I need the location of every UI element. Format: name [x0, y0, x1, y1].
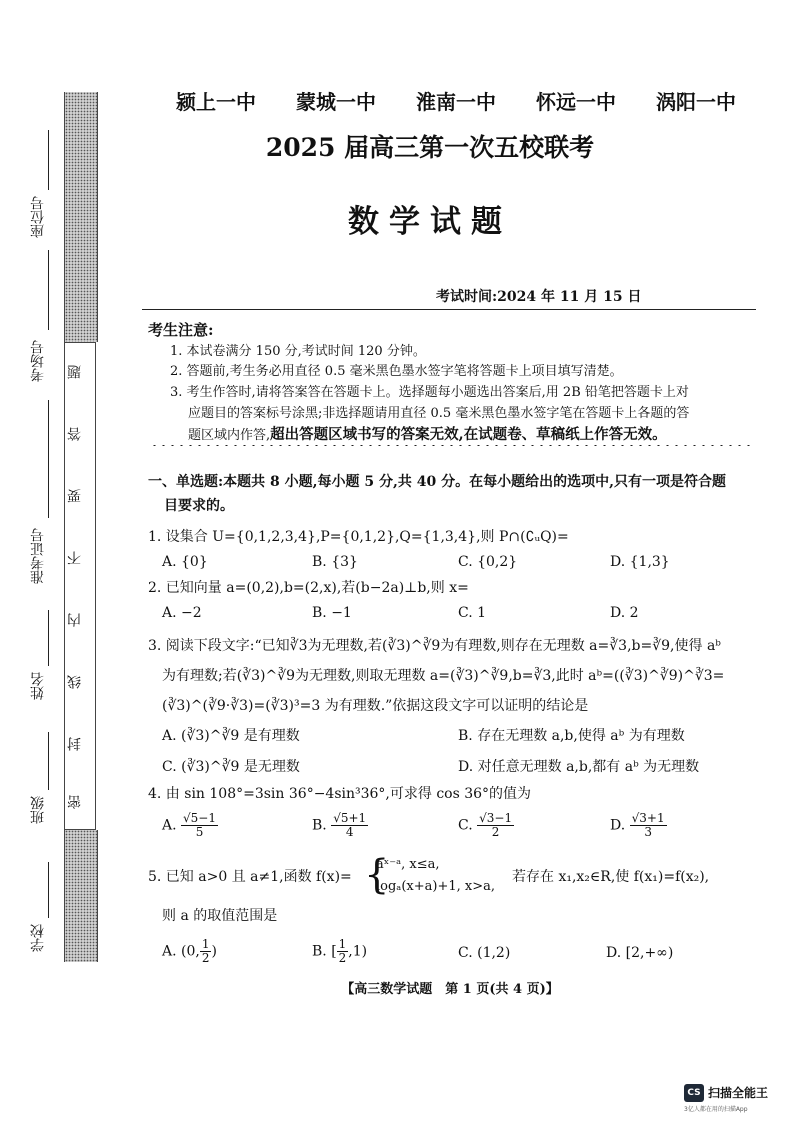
q2-stem: 2. 已知向量 a=(0,2),b=(2,x),若(b−2a)⊥b,则 x=	[148, 580, 469, 596]
fraction	[181, 812, 218, 839]
numerator: 1	[338, 937, 347, 951]
q5-line2: 则 a 的取值范围是	[162, 908, 278, 924]
q5-case2: logₐ(x+a)+1, x>a,	[376, 879, 495, 894]
fraction	[630, 812, 667, 839]
denominator: 2	[201, 951, 210, 965]
q3-option-b: B. 存在无理数 a,b,使得 aᵇ 为有理数	[458, 728, 685, 744]
q1-option-d: D. {1,3}	[610, 554, 670, 570]
q3-option-c: C. (∛3)^∛9 是无理数	[162, 759, 300, 775]
q5-brace-icon: {	[364, 852, 390, 898]
q2-option-a: A. −2	[162, 605, 202, 621]
denominator: 2	[491, 825, 500, 839]
option-suffix: )	[211, 943, 217, 960]
q3-option-d: D. 对任意无理数 a,b,都有 aᵇ 为无理数	[458, 759, 700, 775]
notice-text: 题区域内作答,	[188, 428, 271, 443]
q3-line3: (∛3)^(∛9·∛3)=(∛3)³=3 为有理数.”依据这段文字可以证明的结论是	[162, 698, 589, 714]
scanner-watermark	[684, 1082, 788, 1116]
seal-char: 密	[67, 795, 83, 809]
numerator: √3+1	[631, 811, 665, 825]
ticket-number-label: 准考证号	[30, 528, 46, 584]
seal-char: 不	[67, 551, 83, 565]
name-line	[48, 610, 49, 666]
q1-option-b: B. {3}	[312, 554, 358, 570]
numerator: √5+1	[333, 811, 367, 825]
numerator: √5−1	[183, 811, 216, 825]
option-prefix: B. [	[312, 943, 337, 960]
subject-title: 数学试题	[348, 204, 512, 240]
fraction	[337, 938, 349, 965]
header-rule	[142, 309, 756, 310]
school-name: 涡阳一中	[656, 90, 736, 114]
exam-room-label: 考场号	[30, 340, 46, 382]
school-name: 怀远一中	[536, 90, 616, 114]
denominator: 4	[345, 825, 354, 839]
notice-item: 3. 考生作答时,请将答案答在答题卡上。选择题每小题选出答案后,用 2B 铅笔把答题卡上对	[170, 385, 689, 400]
notice-title: 考生注意:	[148, 321, 214, 339]
q1-option-c: C. {0,2}	[458, 554, 518, 570]
numerator: 1	[201, 937, 210, 951]
section-heading: 一、单选题:本题共 8 小题,每小题 5 分,共 40 分。在每小题给出的选项中,只有一项是符合题	[148, 474, 726, 490]
school-name: 颍上一中	[176, 90, 256, 114]
name-label: 姓名	[30, 672, 46, 700]
school-name: 蒙城一中	[296, 90, 376, 114]
q1-option-a: A. {0}	[162, 554, 208, 570]
school-list	[176, 86, 736, 115]
scanner-tagline: 3亿人都在用的扫描App	[684, 1106, 748, 1113]
q5-option-d: D. [2,+∞)	[606, 945, 674, 961]
q3-line1: 3. 阅读下段文字:“已知∛3为无理数,若(∛3)^∛9为有理数,则存在无理数 a=∛3,b=∛9,使得 aᵇ	[148, 638, 721, 654]
q5-stem-post: 若存在 x₁,x₂∈R,使 f(x₁)=f(x₂),	[512, 869, 710, 885]
seal-box	[64, 342, 96, 830]
school-line	[48, 862, 49, 918]
exam-room-line	[48, 250, 49, 330]
notice-bold-warning: 超出答题区域书写的答案无效,在试题卷、草稿纸上作答无效。	[270, 426, 667, 443]
fraction	[477, 812, 514, 839]
numerator: √3−1	[479, 811, 513, 825]
binding-strip	[64, 92, 96, 962]
hatch-bottom	[64, 830, 98, 962]
exam-title: 2025 届高三第一次五校联考	[265, 133, 595, 162]
q2-option-b: B. −1	[312, 605, 352, 621]
fraction	[331, 812, 368, 839]
notice-item: 1. 本试卷满分 150 分,考试时间 120 分钟。	[170, 344, 426, 359]
seal-char: 题	[67, 365, 83, 379]
q5-stem-pre: 5. 已知 a>0 且 a≠1,函数 f(x)=	[148, 869, 352, 885]
school-name: 淮南一中	[416, 90, 496, 114]
q1-stem: 1. 设集合 U={0,1,2,3,4},P={0,1,2},Q={1,3,4},则 P∩(∁ᵤQ)=	[148, 529, 569, 545]
denominator: 2	[338, 951, 347, 965]
notice-item: 应题目的答案标号涂黑;非选择题请用直径 0.5 毫米黑色墨水签字笔在答题卡上各题的答	[188, 406, 690, 421]
dotted-separator	[150, 444, 750, 447]
option-label: C.	[458, 817, 473, 834]
q4-stem: 4. 由 sin 108°=3sin 36°−4sin³36°,可求得 cos 36°的值为	[148, 786, 532, 802]
option-suffix: ,1)	[348, 943, 368, 960]
q5-case1: aˣ⁻ᵃ, x≤a,	[376, 857, 440, 872]
page-footer: 【高三数学试题 第 1 页(共 4 页)】	[341, 982, 559, 997]
class-label: 班级	[30, 796, 46, 824]
seal-char: 线	[67, 675, 83, 689]
q5-option-b	[312, 938, 367, 965]
q2-option-c: C. 1	[458, 605, 487, 621]
denominator: 3	[644, 825, 652, 839]
option-prefix: A. (0,	[162, 943, 200, 960]
ticket-number-line	[48, 400, 49, 518]
denominator: 5	[195, 825, 204, 839]
option-label: B.	[312, 817, 327, 834]
q4-option-b	[312, 812, 368, 839]
seat-number-label: 座位号	[30, 196, 46, 238]
q5-option-a	[162, 938, 217, 965]
q4-option-c	[458, 812, 514, 839]
section-heading-cont: 目要求的。	[164, 498, 234, 514]
option-label: A.	[162, 817, 177, 834]
q4-option-d	[610, 812, 667, 839]
q2-option-d: D. 2	[610, 605, 639, 621]
notice-item-last	[188, 425, 667, 446]
seal-char: 答	[67, 427, 83, 441]
seal-char: 封	[67, 737, 83, 751]
scanner-name: 扫描全能王	[708, 1086, 769, 1100]
notice-item: 2. 答题前,考生务必用直径 0.5 毫米黑色墨水签字笔将答题卡上项目填写清楚。	[170, 364, 623, 379]
school-label: 学校	[30, 924, 46, 952]
q4-option-a	[162, 812, 218, 839]
seal-char: 要	[67, 489, 83, 503]
seat-number-line	[48, 130, 49, 190]
q3-line2: 为有理数;若(∛3)^∛9为无理数,则取无理数 a=(∛3)^∛9,b=∛3,此时 aᵇ=((∛3)^∛9)^∛3=	[162, 668, 725, 684]
fraction	[200, 938, 212, 965]
option-label: D.	[610, 817, 626, 834]
scanner-logo-icon: CS	[684, 1084, 704, 1102]
seal-char: 内	[67, 613, 83, 627]
class-line	[48, 732, 49, 790]
q3-option-a: A. (∛3)^∛9 是有理数	[162, 728, 300, 744]
exam-time: 考试时间:2024 年 11 月 15 日	[436, 289, 642, 305]
hatch-top	[64, 92, 98, 342]
q5-option-c: C. (1,2)	[458, 945, 511, 961]
